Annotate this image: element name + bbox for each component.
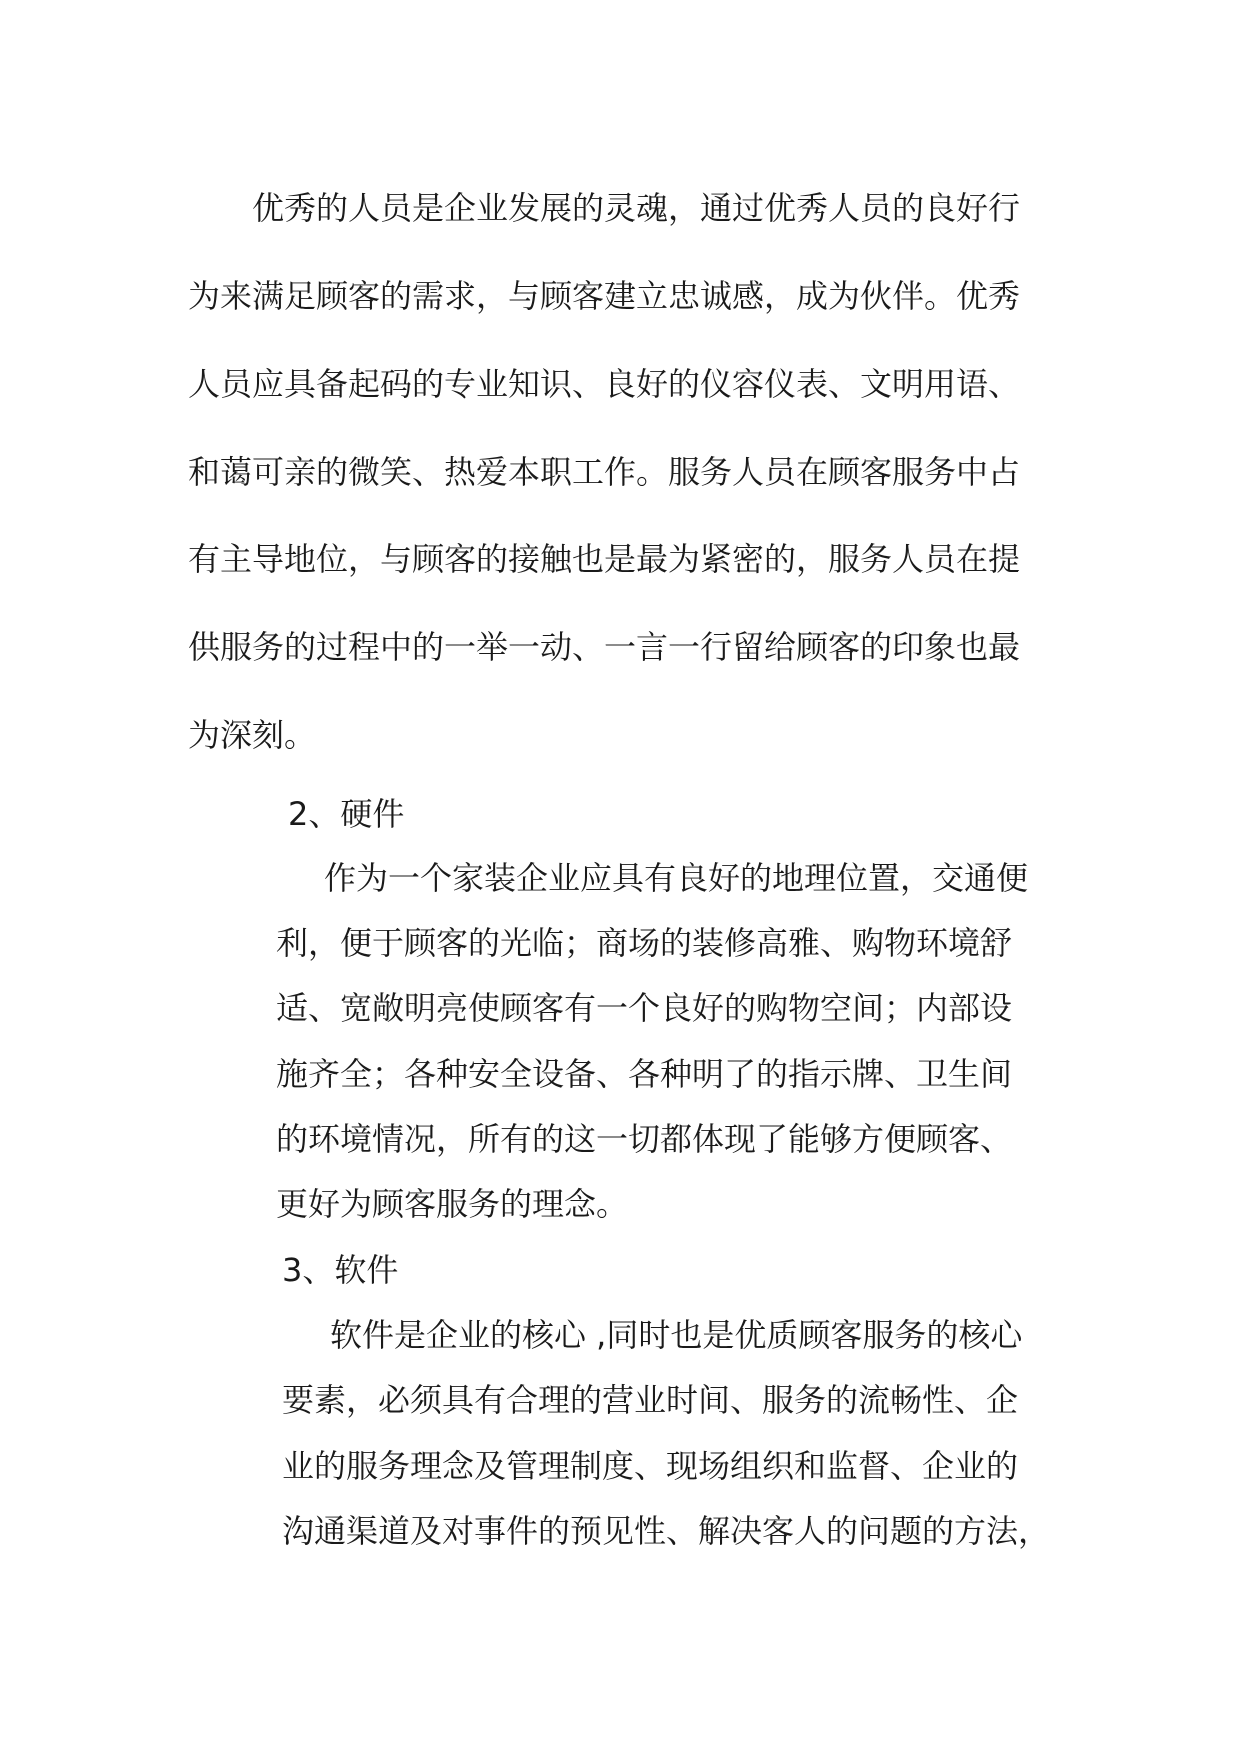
text-line: 供服务的过程中的一举一动、一言一行留给顾客的印象也最 (188, 628, 1021, 666)
text-line: 利，便于顾客的光临；商场的装修高雅、购物环境舒 (276, 924, 1013, 962)
text-line: 的环境情况，所有的这一切都体现了能够方便顾客、 (276, 1120, 1013, 1158)
text-line: 适、宽敞明亮使顾客有一个良好的购物空间；内部设 (276, 989, 1013, 1027)
section-heading-hardware: 2、硬件 (288, 795, 405, 833)
text-line: 软件是企业的核心 ,同时也是优质顾客服务的核心 (330, 1316, 1023, 1354)
section-heading-software: 3、软件 (282, 1251, 399, 1289)
text-line: 更好为顾客服务的理念。 (276, 1185, 629, 1223)
text-line: 作为一个家装企业应具有良好的地理位置，交通便 (324, 859, 1029, 897)
text-line: 人员应具备起码的专业知识、良好的仪容仪表、文明用语、 (188, 365, 1021, 403)
text-line: 为深刻。 (188, 716, 317, 754)
text-line: 和蔼可亲的微笑、热爱本职工作。服务人员在顾客服务中占 (188, 453, 1021, 491)
text-line: 有主导地位，与顾客的接触也是最为紧密的，服务人员在提 (188, 540, 1021, 578)
text-line: 沟通渠道及对事件的预见性、解决客人的问题的方法， (282, 1512, 1051, 1550)
text-line: 要素，必须具有合理的营业时间、服务的流畅性、企 (282, 1381, 1019, 1419)
text-line: 优秀的人员是企业发展的灵魂，通过优秀人员的良好行 (252, 189, 1021, 227)
text-line: 业的服务理念及管理制度、现场组织和监督、企业的 (282, 1447, 1019, 1485)
text-line: 施齐全；各种安全设备、各种明了的指示牌、卫生间 (276, 1055, 1013, 1093)
text-line: 为来满足顾客的需求，与顾客建立忠诚感，成为伙伴。优秀 (188, 277, 1021, 315)
